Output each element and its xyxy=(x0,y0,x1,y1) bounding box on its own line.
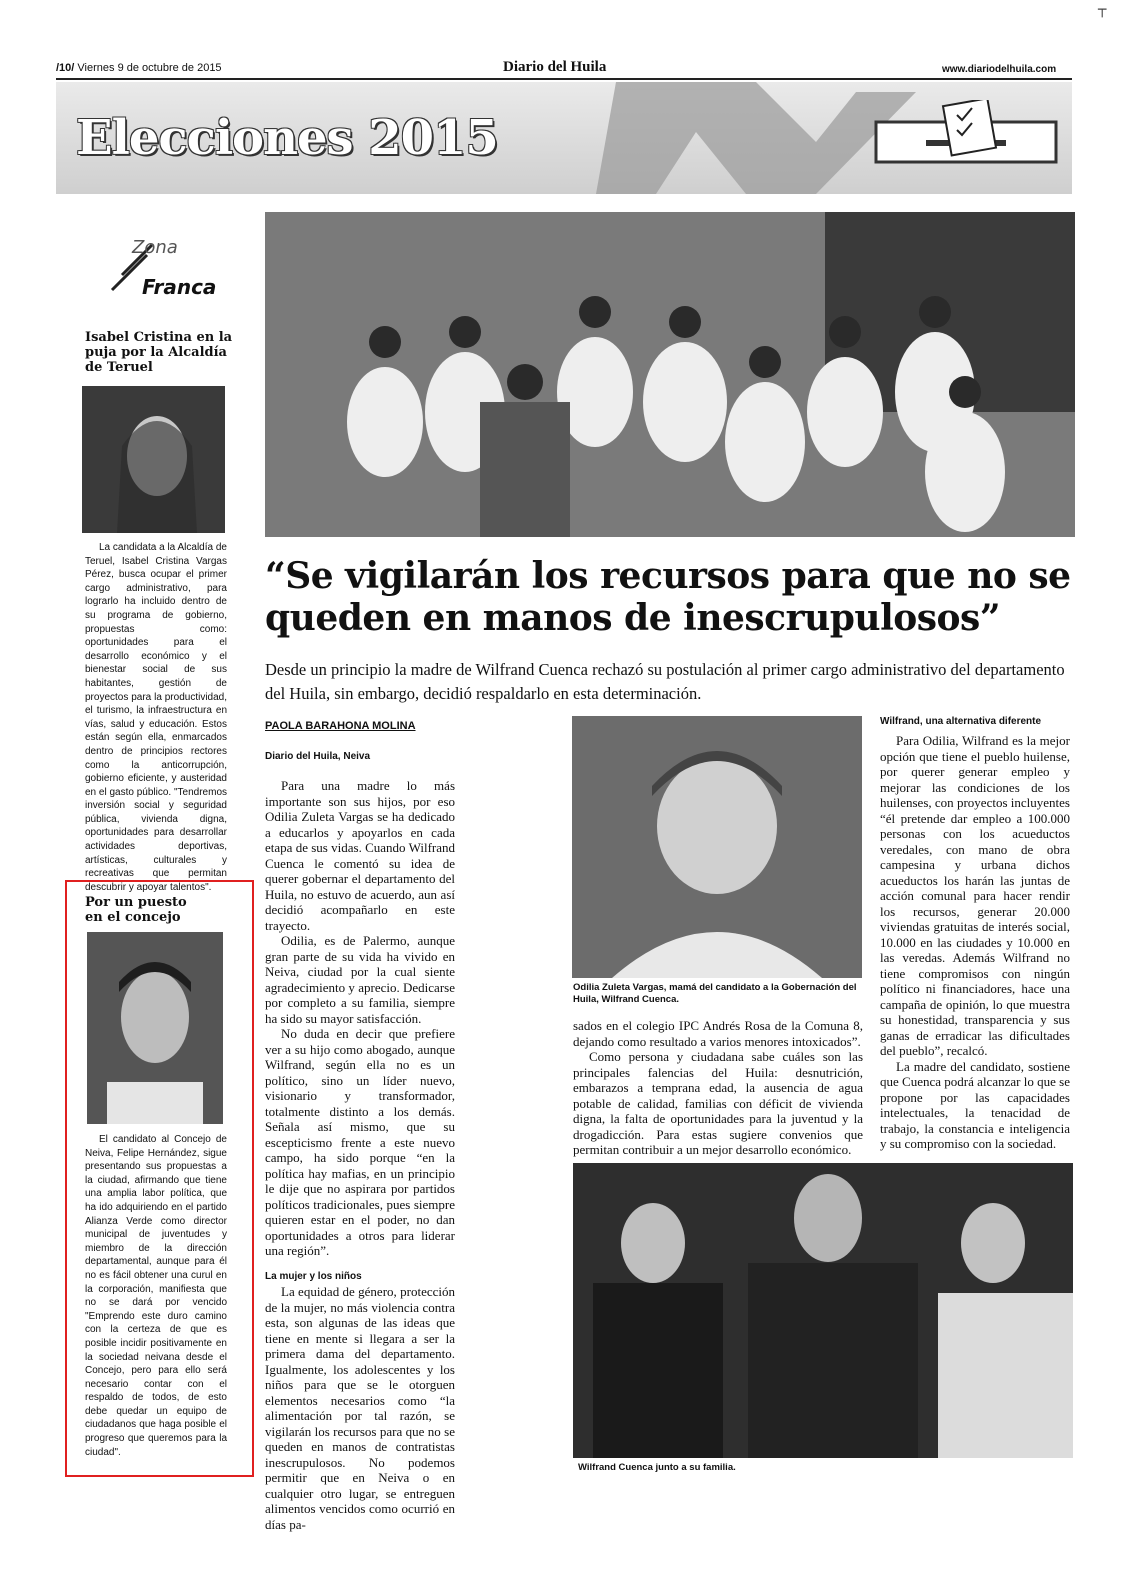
section-banner xyxy=(56,82,1072,194)
main-lead: Desde un principio la madre de Wilfrand Cuenca rechazó su postulación al primer cargo administrativo del departamento del Huila, sin embargo, decidió respaldarlo en esta determinación. xyxy=(265,660,1065,703)
main-headline: “Se vigilarán los recursos para que no se queden en manos de inescrupulosos” xyxy=(265,555,1071,639)
issue-date: Viernes 9 de octubre de 2015 xyxy=(77,62,222,74)
header-rule xyxy=(56,78,1072,80)
sidebar-story2-body: El candidato al Concejo de Neiva, Felipe Hernández, sigue presentando sus propuestas a la ciudad, afirmando que tiene una amplia labor política, que ha ido adquiriendo en el partido Alianza Verde como director municipal de juventudes y miembro de la dirección departamental, aunque para él no es fácil obtener una curul en la corporación, manifiesta que no se dará por vencido "Emprendo este duro camino con la certeza de que es posible incidir positivamente en la sociedad neivana desde el Concejo, pero para ello será necesario contar con el respaldo de todos, de esto debe quedar un equipo de ciudadanos que haga posible el progreso que queremos para la ciudad". xyxy=(85,1134,227,1458)
portrait-graphic xyxy=(87,932,223,1124)
paragraph: sados en el colegio IPC Andrés Rosa de la Comuna 8, dejando como resultado a varios menores intoxicados”. xyxy=(573,1018,863,1049)
paragraph: La madre del candidato, sostiene que Cuenca podrá alcanzar lo que se propone por las capacidades intelectuales, la tenacidad de trabajo, la constancia e inteligencia y su compromiso con la sociedad. xyxy=(880,1058,1070,1151)
felipe-hernandez-portrait xyxy=(87,932,223,1124)
section-title: Elecciones 2015 xyxy=(76,110,498,166)
portrait-graphic xyxy=(572,716,862,978)
mother-caption: Odilia Zuleta Vargas, mamá del candidato a la Gobernación del Huila, Wilfrand Cuenca. xyxy=(573,982,857,1005)
zona-franca-logo xyxy=(92,235,222,305)
logo-word-zona: Zona xyxy=(132,237,178,258)
byline-outlet: Diario del Huila, Neiva xyxy=(265,751,371,762)
paragraph: Como persona y ciudadana sabe cuáles son las principales falencias del Huila: desnutrición, embarazos a temprana edad, la ausencia de agua potable de calidad, familias con déficit de vivienda digna, la falta de oportunidades para la juventud y la drogadicción. Para estas sugiere convenios que permitan contribuir a un mejor desarrollo económico. xyxy=(573,1049,863,1157)
portrait-graphic xyxy=(82,386,225,533)
page-number: /10/ xyxy=(56,62,75,74)
main-column-2 xyxy=(573,1018,863,1158)
page-header-left xyxy=(56,62,222,74)
odilia-zuleta-portrait xyxy=(572,716,862,978)
family-photo-scene xyxy=(573,1163,1073,1458)
logo-word-franca: Franca xyxy=(142,275,217,299)
main-column-3 xyxy=(880,733,1070,1152)
column-subhead: Wilfrand, una alternativa diferente xyxy=(880,716,1042,727)
paragraph: No duda en decir que prefiere ver a su hijo como abogado, aunque Wilfrand, según ella no es un político, sino un líder nuevo, visionario y transformador, totalmente distinto a los demás. Señala así mismo, que su escepticismo frente a este nuevo campo, ha sido porque “en la política hay mafias, en un principio le dije que no aspirara por partidos políticos tradicionales, pues siempre quieren estar en el poder, no dan oportunidades a otros para liderar una región”. xyxy=(265,1026,455,1258)
byline-author: PAOLA BARAHONA MOLINA xyxy=(265,720,416,732)
group-photo-scene xyxy=(265,212,1075,537)
sidebar-story1-body: La candidata a la Alcaldía de Teruel, Isabel Cristina Vargas Pérez, busca ocupar el primer cargo administrativo, para lograrlo ha incluido dentro de su programa de gobierno, propuestas como: oportunidades para el desarrollo económico y el bienestar social de sus habitantes, gestión de proyectos para la productividad, el turismo, la infraestructura en vías, salud y educación. Estos están según ella, enmarcados dentro de principios rectores como la anticorrupción, gobierno eficiente, y austeridad en el gasto público. "Tendremos inversión social y seguridad pública, vivienda digna, oportunidades para desarrollar actividades deportivas, artísticas, culturales y recreativas que permitan descubrir y apoyar talentos". xyxy=(85,542,227,893)
paragraph: La equidad de género, protección de la mujer, no más violencia contra esta, son algunas de las ideas que tiene en mente si llegara a ser la primera dama del departamento. Igualmente, los adolescentes y los niños para que se le otorguen elementos necesarios como “la alimentación por tal razón, se vigilarán los recursos para que no se queden en manos de contratistas inescrupulosos. No podemos permitir que en Neiva o en cualquier otro lugar, se entreguen alimentos vencidos como ocurrió en días pa- xyxy=(265,1284,455,1532)
isabel-cristina-portrait xyxy=(82,386,225,533)
campaign-group-photo xyxy=(265,212,1075,537)
sidebar-story2-headline: Por un puesto en el concejo xyxy=(85,895,187,925)
crop-mark: ┬ xyxy=(1098,2,1107,18)
paragraph: Odilia, es de Palermo, aunque gran parte de su vida ha vivido en Neiva, ciudad por la cual siente agradecimiento y aprecio. Dedicarse por completo a su familia, siempre ha sido su mayor satisfacción. xyxy=(265,933,455,1026)
paragraph: Para Odilia, Wilfrand es la mejor opción que tiene el pueblo huilense, por querer generar empleo y mejorar las condiciones de los huilenses, con proyectos incluyentes “él pretende dar empleo a 100.000 personas con los acueductos veredales, con mano de obra campesina y urbana dichos acueductos los harán las juntas de acción comunal para hacer rendir los recursos, generar 20.000 viviendas gratuitas de interés social, 10.000 en las ciudades y 10.000 en las veredas. Además Wilfrand no tiene compromisos con ningún político ni financiadores, hace una campaña de opinión, lo que muestra su honestidad, transparencia y sus ganas de erradicar las dificultades del pueblo”, recalcó. xyxy=(880,733,1070,1058)
main-column-1 xyxy=(265,778,455,1532)
column-subhead: La mujer y los niños xyxy=(265,1270,362,1282)
newspaper-name: Diario del Huila xyxy=(503,59,607,75)
newspaper-url[interactable]: www.diariodelhuila.com xyxy=(942,64,1057,75)
family-photo xyxy=(573,1163,1073,1458)
family-caption: Wilfrand Cuenca junto a su familia. xyxy=(578,1462,736,1473)
paragraph: Para una madre lo más importante son sus hijos, por eso Odilia Zuleta Vargas se ha dedicado a educarlos y apoyarlos en cada etapa de sus vidas. Cuando Wilfrand Cuenca le comentó su idea de querer gobernar el departamento del Huila, no estuvo de acuerdo, aun así decidió acompañarlo en este trayecto. xyxy=(265,778,455,933)
ballot-icon xyxy=(902,100,1032,160)
sidebar-story1-headline: Isabel Cristina en la puja por la Alcaldía de Teruel xyxy=(85,330,233,375)
